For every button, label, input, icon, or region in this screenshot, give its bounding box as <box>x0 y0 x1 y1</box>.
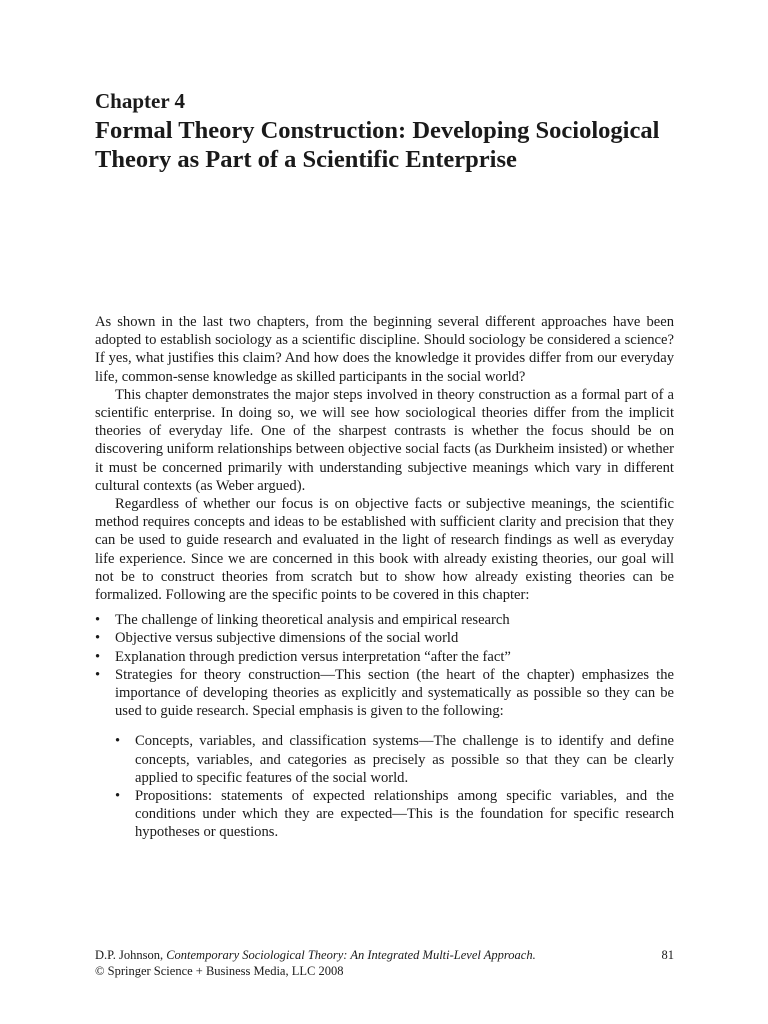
paragraph: This chapter demonstrates the major steps involved in theory construction as a formal part of a scientific enterprise. In doing so, we will see how sociological theories differ from the implicit theories of everyday life. One of the sharpest contrasts is whether the focus should be on discovering uniform relationships between objective social facts (as Durkheim insisted) or whether it must be concerned primarily with understanding subjective meanings which vary in different cultural contexts (as Weber argued). <box>95 386 674 494</box>
copyright-line: © Springer Science + Business Media, LLC 2008 <box>95 963 344 978</box>
chapter-header <box>95 88 695 174</box>
list-item <box>95 611 674 629</box>
list-item-text: Explanation through prediction versus interpretation “after the fact” <box>115 648 511 665</box>
list-item-text: Concepts, variables, and classification systems—The challenge is to identify and define concepts, variables, and categories as precisely as possible so that they can be clearly applied to specific features of the social world. <box>135 733 674 786</box>
bullet-icon: • <box>115 733 121 750</box>
paragraph: As shown in the last two chapters, from the beginning several different approaches have been adopted to establish sociology as a scientific discipline. Should sociology be considered a science? If yes, what justifies this claim? And how does the knowledge it provides differ from our everyday life, common-sense knowledge as skilled participants in the social world? <box>95 314 674 385</box>
page-footer <box>95 948 674 979</box>
bullet-icon: • <box>115 788 121 805</box>
list-item-text: Strategies for theory construction—This section (the heart of the chapter) emphasizes the importance of developing theories as explicitly and systematically as possible so they can be used to guide research. Special emphasis is given to the following: <box>115 666 674 720</box>
footer-author: D.P. Johnson, <box>95 948 164 962</box>
bullet-icon: • <box>95 612 101 629</box>
bullet-icon: • <box>95 630 101 647</box>
list-item <box>95 666 674 721</box>
list-item <box>95 629 674 647</box>
list-item <box>95 732 674 787</box>
footer-book-title: Contemporary Sociological Theory: An Integrated Multi-Level Approach. <box>166 948 536 962</box>
sub-topics-list <box>95 732 674 841</box>
chapter-body <box>95 313 674 842</box>
page-number: 81 <box>661 948 674 962</box>
list-item-text: Propositions: statements of expected relationships among specific variables, and the conditions under which they are expected—This is the foundation for specific research hypotheses or questions. <box>135 788 674 841</box>
chapter-topics-list <box>95 611 674 720</box>
list-item <box>95 787 674 842</box>
citation <box>95 948 536 964</box>
chapter-label: Chapter 4 <box>95 89 186 113</box>
list-item-text: The challenge of linking theoretical analysis and empirical research <box>115 612 510 629</box>
bullet-icon: • <box>95 648 101 665</box>
paragraph: Regardless of whether our focus is on objective facts or subjective meanings, the scientific method requires concepts and ideas to be established with sufficient clarity and precision that they can be used to guide research and evaluated in the light of research findings as well as everyday life experience. Since we are concerned in this book with already existing theories, our goal will not be to construct theories from scratch but to show how already existing theories can be formalized. Following are the specific points to be covered in this chapter: <box>95 496 674 604</box>
chapter-title: Formal Theory Construction: Developing Sociological Theory as Part of a Scientific Enterprise <box>95 117 660 173</box>
list-item-text: Objective versus subjective dimensions of the social world <box>115 630 459 647</box>
list-item <box>95 648 674 666</box>
bullet-icon: • <box>95 666 101 683</box>
